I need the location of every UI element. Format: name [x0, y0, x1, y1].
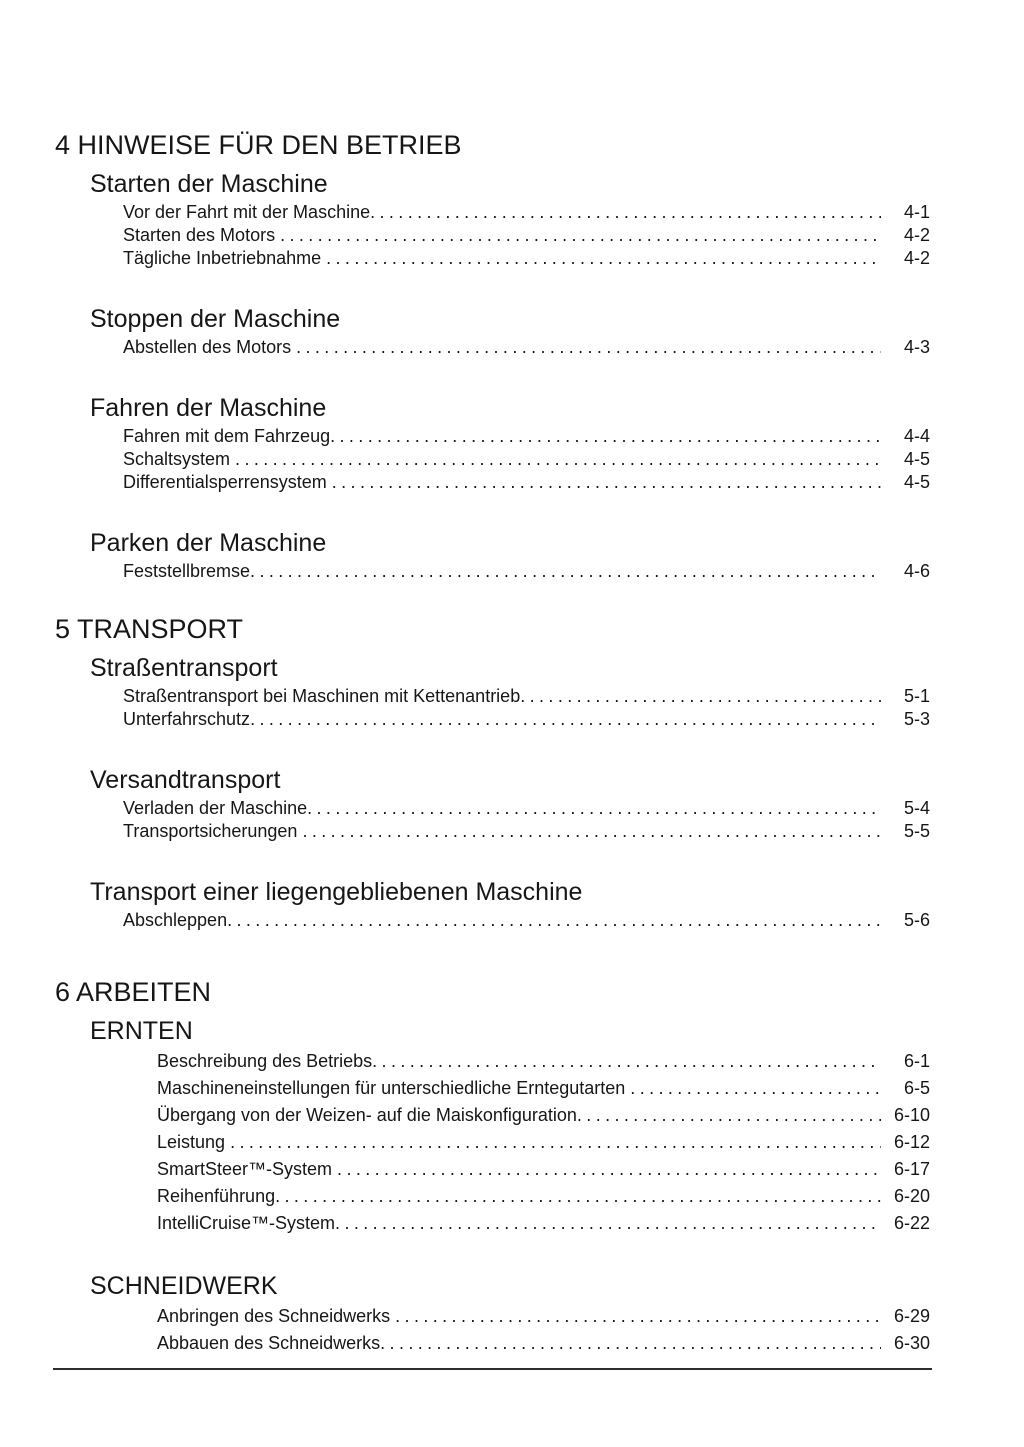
toc-entry: [123, 708, 930, 731]
dot-leader: [372, 1048, 881, 1075]
entry-page-number: 6-30: [893, 1333, 930, 1353]
entry-list: [123, 685, 930, 731]
entry-page-number: 4-6: [903, 561, 930, 581]
toc-section: [90, 170, 930, 270]
toc-entry: [123, 471, 930, 494]
section-title: Versandtransport: [90, 766, 281, 794]
toc-entry: [123, 797, 930, 820]
toc-entry: [157, 1048, 930, 1075]
dot-leader: [280, 224, 881, 247]
dot-leader: [520, 685, 881, 708]
toc-entry: [157, 1075, 930, 1102]
toc-entry: [123, 685, 930, 708]
entry-page-number: 6-12: [893, 1132, 930, 1152]
chapter-title: 6 ARBEITEN: [55, 977, 212, 1007]
entry-title: Straßentransport bei Maschinen mit Kettenantrieb: [123, 686, 521, 706]
dot-leader: [630, 1075, 881, 1102]
entry-page-number: 4-3: [903, 337, 930, 357]
entry-list: [123, 336, 930, 359]
chapter-title: 5 TRANSPORT: [55, 614, 244, 644]
entry-list: [157, 1303, 930, 1357]
dot-leader: [335, 1210, 881, 1237]
chapter-title: 4 HINWEISE FÜR DEN BETRIEB: [55, 130, 462, 160]
toc-entry: [123, 909, 930, 932]
toc-entry: [123, 201, 930, 224]
dot-leader: [307, 797, 881, 820]
dot-leader: [296, 336, 881, 359]
entry-title: Abstellen des Motors: [123, 337, 297, 357]
entry-list: [123, 560, 930, 583]
entry-page-number: 5-5: [903, 821, 930, 841]
section-title: Stoppen der Maschine: [90, 305, 341, 333]
entry-title: Schaltsystem: [123, 449, 236, 469]
section-title: Parken der Maschine: [90, 529, 327, 557]
toc-entry: [157, 1210, 930, 1237]
dot-leader: [275, 1183, 881, 1210]
section-title: Straßentransport: [90, 654, 278, 682]
entry-title: Transportsicherungen: [123, 821, 303, 841]
chapter: [55, 130, 930, 583]
entry-page-number: 5-6: [903, 910, 930, 930]
toc-section: [90, 1017, 930, 1237]
entry-page-number: 5-3: [903, 709, 930, 729]
section-title: ERNTEN: [90, 1017, 193, 1045]
section-title: Transport einer liegengebliebenen Maschine: [90, 878, 583, 906]
toc-section: [90, 766, 930, 843]
entry-title: Vor der Fahrt mit der Maschine: [123, 202, 371, 222]
entry-page-number: 6-10: [893, 1105, 930, 1125]
entry-title: Unterfahrschutz: [123, 709, 251, 729]
entry-page-number: 4-5: [903, 449, 930, 469]
entry-list: [123, 201, 930, 270]
entry-title: Differentialsperrensystem: [123, 472, 332, 492]
toc-entry: [157, 1156, 930, 1183]
toc-entry: [123, 247, 930, 270]
entry-title: SmartSteer™-System: [157, 1159, 338, 1179]
entry-page-number: 6-22: [893, 1213, 930, 1233]
toc-entry: [157, 1129, 930, 1156]
toc-section: [90, 394, 930, 494]
entry-page-number: 4-1: [903, 202, 930, 222]
toc-entry: [123, 448, 930, 471]
entry-title: Tägliche Inbetriebnahme: [123, 248, 327, 268]
entry-title: Anbringen des Schneidwerks: [157, 1306, 396, 1326]
toc-entry: [123, 336, 930, 359]
entry-title: Beschreibung des Betriebs: [157, 1051, 373, 1071]
dot-leader: [250, 560, 881, 583]
section-title: SCHNEIDWERK: [90, 1272, 278, 1300]
entry-list: [157, 1048, 930, 1237]
entry-title: Feststellbremse: [123, 561, 251, 581]
dot-leader: [577, 1102, 881, 1129]
dot-leader: [380, 1330, 881, 1357]
toc-entry: [157, 1102, 930, 1129]
toc-entry: [157, 1183, 930, 1210]
entry-page-number: 4-5: [903, 472, 930, 492]
entry-title: Leistung: [157, 1132, 231, 1152]
entry-page-number: 6-29: [893, 1306, 930, 1326]
toc-entry: [123, 425, 930, 448]
dot-leader: [250, 708, 881, 731]
footer-rule: [53, 1368, 932, 1370]
section-title: Starten der Maschine: [90, 170, 328, 198]
entry-list: [123, 425, 930, 494]
entry-page-number: 4-2: [903, 225, 930, 245]
dot-leader: [330, 425, 881, 448]
entry-title: Reihenführung: [157, 1186, 276, 1206]
dot-leader: [235, 448, 881, 471]
toc-entry: [123, 560, 930, 583]
dot-leader: [302, 820, 881, 843]
dot-leader: [326, 247, 881, 270]
entry-page-number: 6-5: [903, 1078, 930, 1098]
chapter: [55, 614, 930, 932]
dot-leader: [332, 471, 881, 494]
toc-section: [90, 878, 930, 932]
entry-page-number: 6-20: [893, 1186, 930, 1206]
entry-list: [123, 797, 930, 843]
entry-page-number: 5-4: [903, 798, 930, 818]
dot-leader: [395, 1303, 881, 1330]
entry-list: [123, 909, 930, 932]
dot-leader: [337, 1156, 881, 1183]
dot-leader: [230, 1129, 881, 1156]
dot-leader: [227, 909, 881, 932]
entry-page-number: 6-17: [893, 1159, 930, 1179]
entry-page-number: 4-2: [903, 248, 930, 268]
toc-entry: [123, 224, 930, 247]
entry-title: Abschleppen: [123, 910, 228, 930]
toc-section: [90, 529, 930, 583]
toc-section: [90, 305, 930, 359]
dot-leader: [370, 201, 881, 224]
entry-title: IntelliCruise™-System: [157, 1213, 336, 1233]
entry-title: Starten des Motors: [123, 225, 281, 245]
toc-entry: [157, 1303, 930, 1330]
entry-title: Maschineneinstellungen für unterschiedliche Erntegutarten: [157, 1078, 631, 1098]
entry-title: Fahren mit dem Fahrzeug: [123, 426, 331, 446]
section-title: Fahren der Maschine: [90, 394, 327, 422]
toc-section: [90, 654, 930, 731]
entry-title: Übergang von der Weizen- auf die Maiskonfiguration: [157, 1105, 577, 1125]
entry-title: Verladen der Maschine: [123, 798, 308, 818]
toc-entry: [123, 820, 930, 843]
entry-title: Abbauen des Schneidwerks: [157, 1333, 381, 1353]
entry-page-number: 5-1: [903, 686, 930, 706]
toc-entry: [157, 1330, 930, 1357]
chapter: [55, 977, 930, 1357]
toc-section: [90, 1272, 930, 1357]
entry-page-number: 6-1: [903, 1051, 930, 1071]
entry-page-number: 4-4: [903, 426, 930, 446]
